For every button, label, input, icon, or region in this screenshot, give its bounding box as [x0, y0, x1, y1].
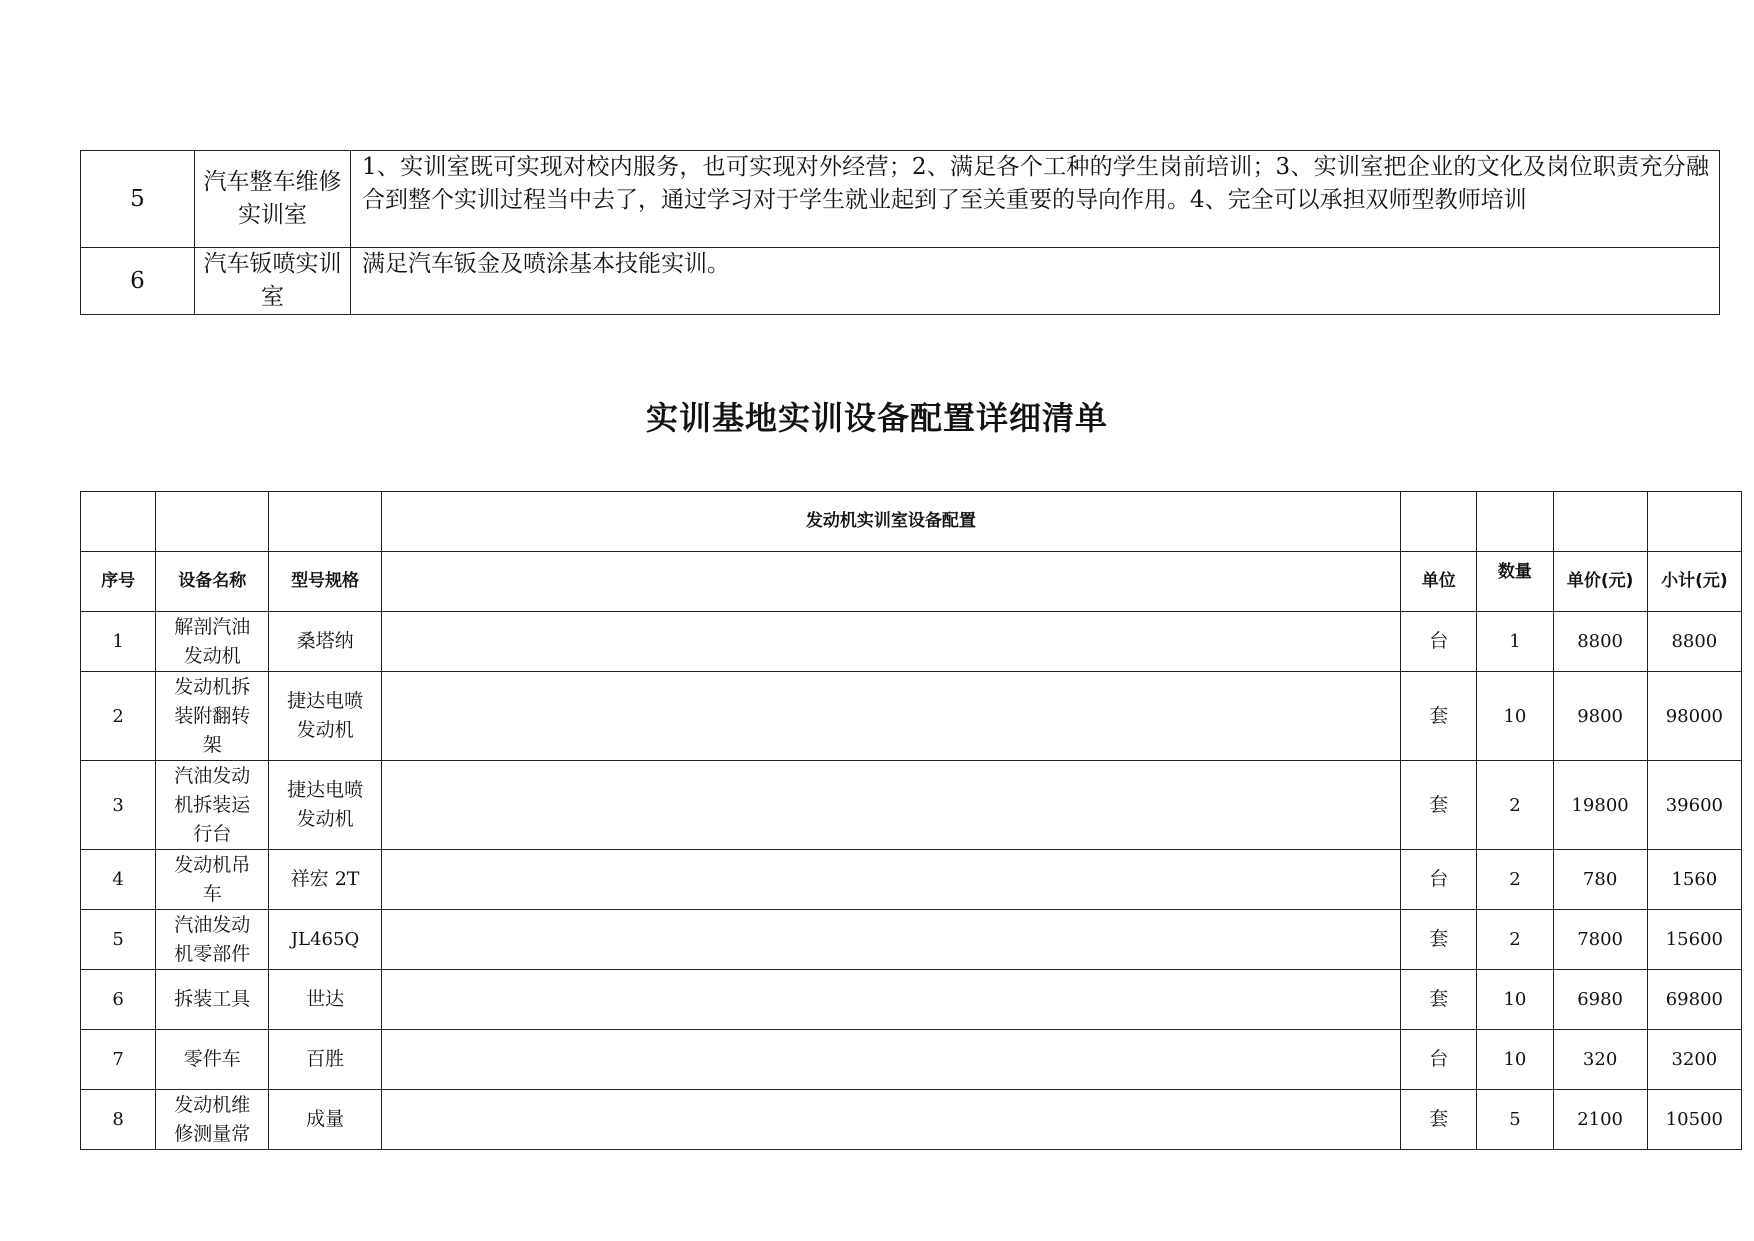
- cell-unit: 台: [1401, 1030, 1477, 1090]
- empty-cell: [381, 910, 1400, 970]
- section-title: 发动机实训室设备配置: [381, 492, 1400, 552]
- empty-cell: [381, 1090, 1400, 1150]
- cell-name: 发动机吊车: [156, 850, 269, 910]
- empty-cell: [381, 850, 1400, 910]
- cell-unit: 套: [1401, 1090, 1477, 1150]
- cell-qty: 5: [1477, 1090, 1553, 1150]
- cell-price: 320: [1553, 1030, 1647, 1090]
- table-row: [81, 151, 1720, 248]
- cell-qty: 10: [1477, 970, 1553, 1030]
- table-row: [81, 1030, 1742, 1090]
- empty-cell: [156, 492, 269, 552]
- cell-price: 6980: [1553, 970, 1647, 1030]
- cell-model: 百胜: [269, 1030, 381, 1090]
- cell-model: 捷达电喷发动机: [269, 761, 381, 850]
- row-number: 6: [81, 248, 195, 315]
- equipment-table: [80, 491, 1742, 1150]
- cell-no: 5: [81, 910, 156, 970]
- cell-no: 7: [81, 1030, 156, 1090]
- cell-subtotal: 98000: [1647, 672, 1741, 761]
- cell-model: 桑塔纳: [269, 612, 381, 672]
- header-model: 型号规格: [269, 552, 381, 612]
- cell-no: 4: [81, 850, 156, 910]
- empty-cell: [381, 672, 1400, 761]
- cell-price: 19800: [1553, 761, 1647, 850]
- header-qty: 数量: [1477, 552, 1553, 612]
- cell-model: 祥宏 2T: [269, 850, 381, 910]
- empty-cell: [381, 970, 1400, 1030]
- cell-unit: 台: [1401, 850, 1477, 910]
- table-row: [81, 612, 1742, 672]
- cell-no: 6: [81, 970, 156, 1030]
- section-header-row: [81, 492, 1742, 552]
- cell-qty: 2: [1477, 910, 1553, 970]
- room-description: 满足汽车钣金及喷涂基本技能实训。: [351, 248, 1720, 315]
- cell-no: 8: [81, 1090, 156, 1150]
- table-row: [81, 850, 1742, 910]
- cell-model: 成量: [269, 1090, 381, 1150]
- row-number: 5: [81, 151, 195, 248]
- cell-qty: 2: [1477, 850, 1553, 910]
- room-name: 汽车钣喷实训室: [195, 248, 351, 315]
- header-price: 单价(元): [1553, 552, 1647, 612]
- empty-cell: [1477, 492, 1553, 552]
- cell-name: 零件车: [156, 1030, 269, 1090]
- cell-name: 汽油发动机零部件: [156, 910, 269, 970]
- cell-price: 8800: [1553, 612, 1647, 672]
- cell-name: 发动机维修测量常: [156, 1090, 269, 1150]
- room-description: 1、实训室既可实现对校内服务，也可实现对外经营；2、满足各个工种的学生岗前培训；3、实训室把企业的文化及岗位职责充分融合到整个实训过程当中去了，通过学习对于学生就业起到了至关重要的导向作用。4、完全可以承担双师型教师培训: [351, 151, 1720, 248]
- cell-unit: 套: [1401, 761, 1477, 850]
- cell-price: 2100: [1553, 1090, 1647, 1150]
- empty-cell: [269, 492, 381, 552]
- empty-cell: [81, 492, 156, 552]
- cell-model: 世达: [269, 970, 381, 1030]
- cell-unit: 套: [1401, 910, 1477, 970]
- table-row: [81, 248, 1720, 315]
- cell-name: 拆装工具: [156, 970, 269, 1030]
- cell-name: 解剖汽油发动机: [156, 612, 269, 672]
- empty-cell: [1401, 492, 1477, 552]
- cell-model: 捷达电喷发动机: [269, 672, 381, 761]
- cell-qty: 1: [1477, 612, 1553, 672]
- training-room-table: [80, 150, 1720, 315]
- table-row: [81, 970, 1742, 1030]
- empty-cell: [1553, 492, 1647, 552]
- empty-cell: [381, 552, 1400, 612]
- cell-qty: 10: [1477, 672, 1553, 761]
- header-name: 设备名称: [156, 552, 269, 612]
- header-no: 序号: [81, 552, 156, 612]
- cell-subtotal: 3200: [1647, 1030, 1741, 1090]
- cell-name: 发动机拆装附翻转架: [156, 672, 269, 761]
- column-header-row: [81, 552, 1742, 612]
- cell-subtotal: 69800: [1647, 970, 1741, 1030]
- cell-unit: 套: [1401, 970, 1477, 1030]
- cell-subtotal: 8800: [1647, 612, 1741, 672]
- empty-cell: [1647, 492, 1741, 552]
- table-row: [81, 672, 1742, 761]
- cell-price: 780: [1553, 850, 1647, 910]
- page-title: 实训基地实训设备配置详细清单: [645, 399, 1108, 437]
- cell-subtotal: 10500: [1647, 1090, 1741, 1150]
- empty-cell: [381, 761, 1400, 850]
- cell-price: 7800: [1553, 910, 1647, 970]
- table-row: [81, 1090, 1742, 1150]
- cell-unit: 套: [1401, 672, 1477, 761]
- empty-cell: [381, 612, 1400, 672]
- cell-no: 1: [81, 612, 156, 672]
- cell-subtotal: 39600: [1647, 761, 1741, 850]
- cell-unit: 台: [1401, 612, 1477, 672]
- header-subtotal: 小计(元): [1647, 552, 1741, 612]
- cell-model: JL465Q: [269, 910, 381, 970]
- room-name: 汽车整车维修实训室: [195, 151, 351, 248]
- cell-qty: 2: [1477, 761, 1553, 850]
- cell-qty: 10: [1477, 1030, 1553, 1090]
- table-row: [81, 761, 1742, 850]
- header-unit: 单位: [1401, 552, 1477, 612]
- cell-no: 3: [81, 761, 156, 850]
- cell-name: 汽油发动机拆装运行台: [156, 761, 269, 850]
- cell-no: 2: [81, 672, 156, 761]
- cell-subtotal: 15600: [1647, 910, 1741, 970]
- empty-cell: [381, 1030, 1400, 1090]
- table-row: [81, 910, 1742, 970]
- cell-subtotal: 1560: [1647, 850, 1741, 910]
- cell-price: 9800: [1553, 672, 1647, 761]
